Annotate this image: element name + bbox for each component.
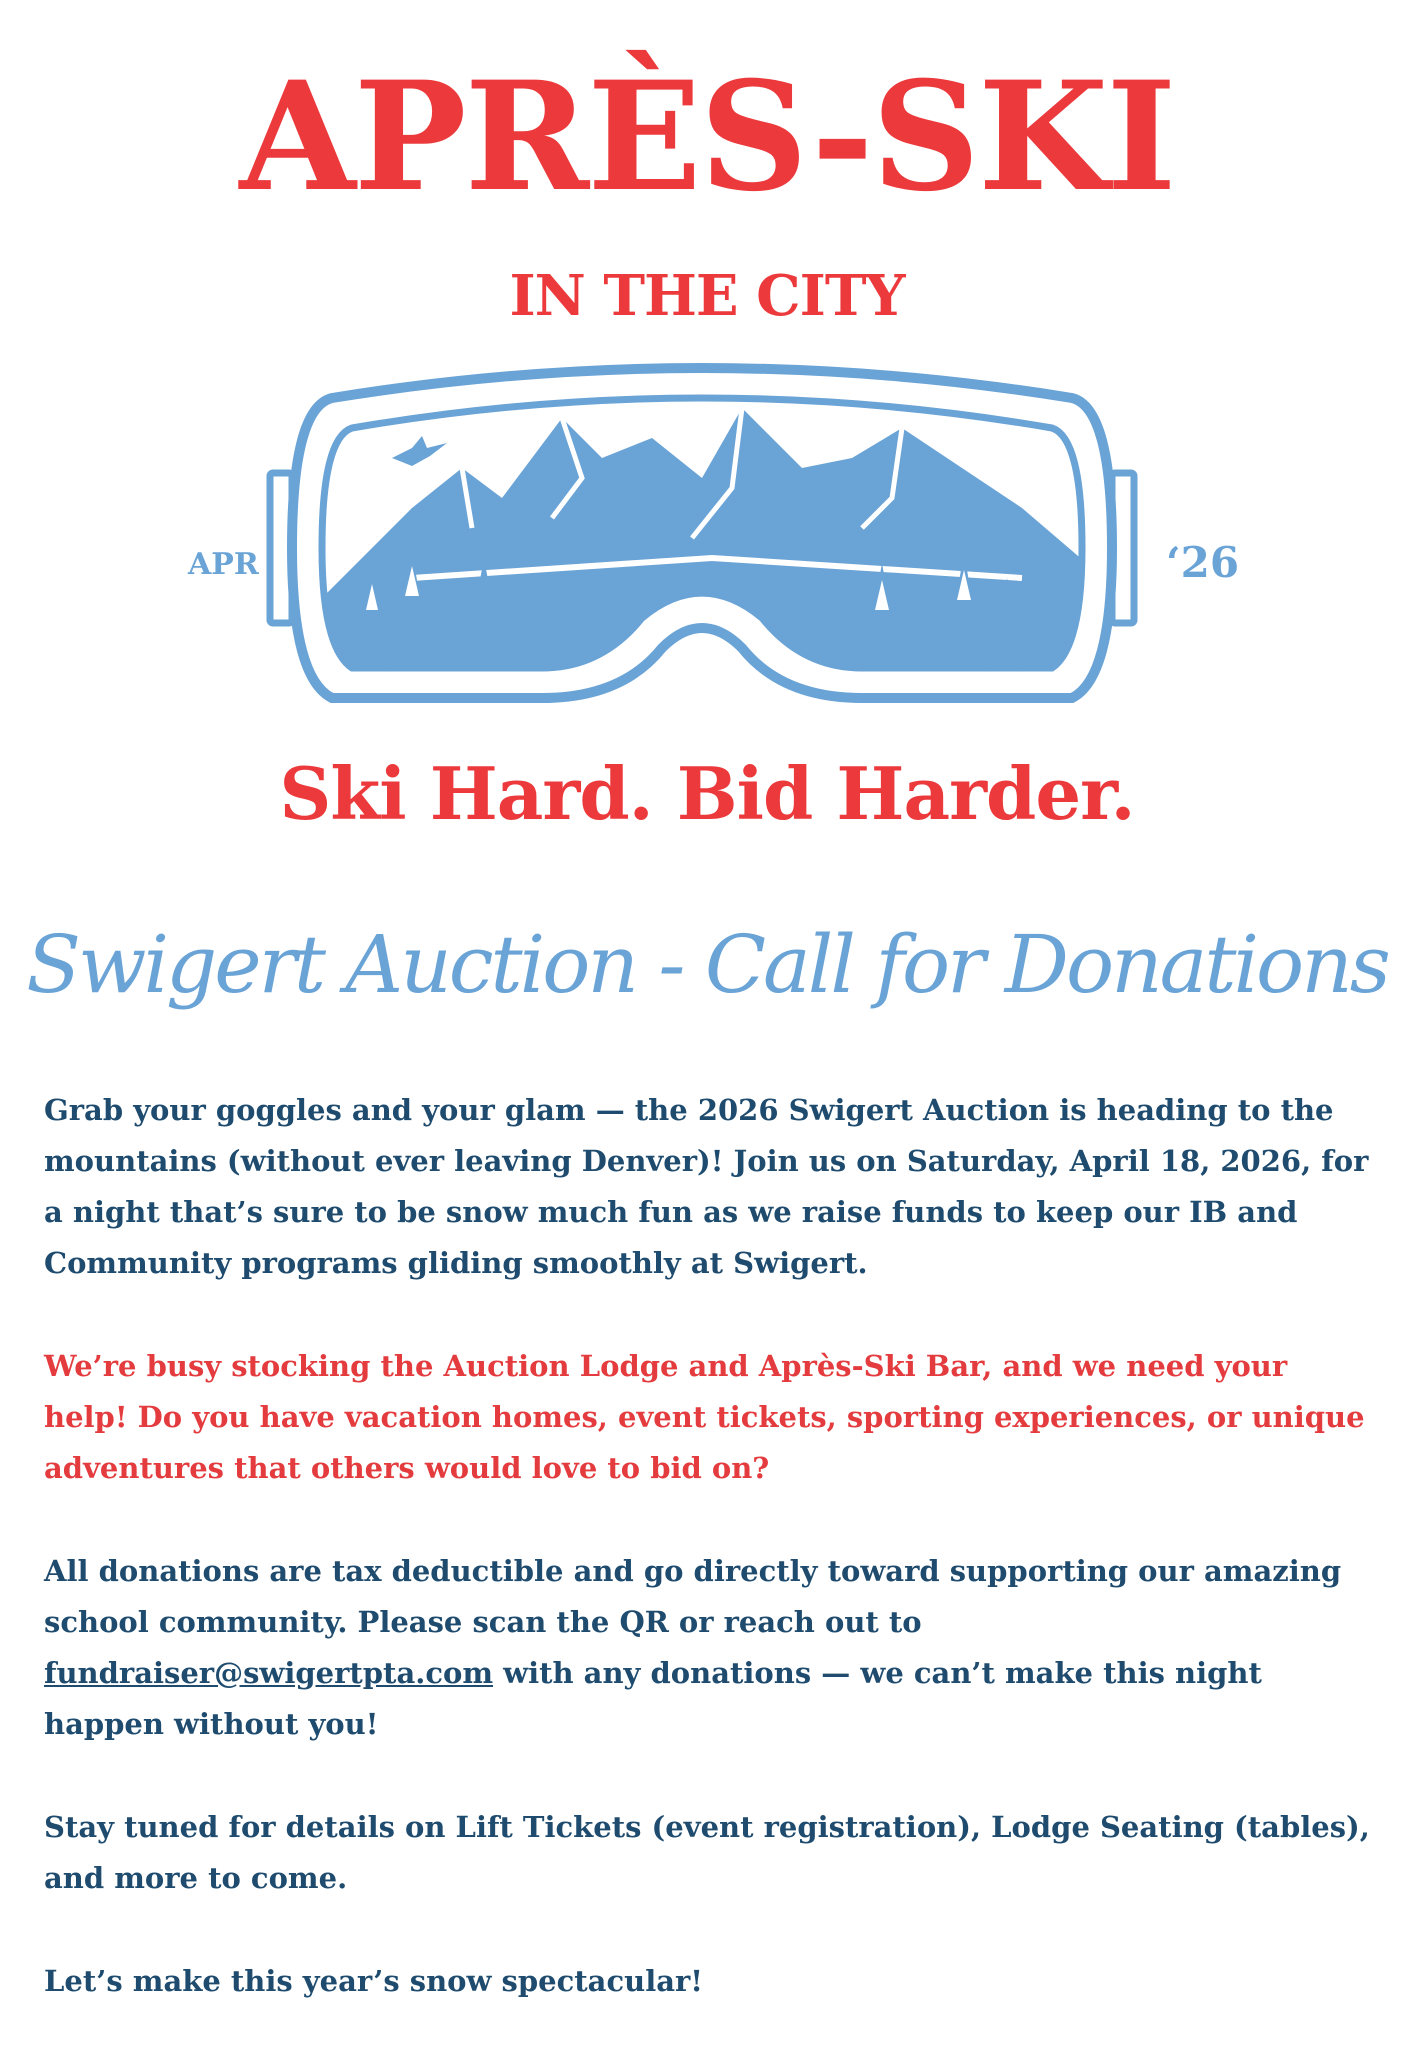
call-for-donations-heading: Swigert Auction - Call for Donations: [26, 918, 1388, 1011]
stay-tuned-paragraph: Stay tuned for details on Lift Tickets (event registration), Lodge Seating (tables), and more to come.: [44, 1810, 1370, 1895]
event-subtitle: IN THE CITY: [509, 263, 905, 329]
flyer-body: [44, 1085, 1374, 2059]
closing-paragraph: Let’s make this year’s snow spectacular!: [44, 1964, 704, 1998]
ski-goggles-mountain-icon: [262, 348, 1142, 748]
date-month: APR: [188, 547, 259, 582]
tax-deductible-paragraph: [44, 1546, 1374, 1750]
donation-ask-paragraph: We’re busy stocking the Auction Lodge and Après-Ski Bar, and we need your help! Do you have vacation homes, event tickets, sporting experiences, or unique adventures that others would love to bid on?: [44, 1349, 1365, 1485]
fundraiser-email-link[interactable]: fundraiser@swigertpta.com: [44, 1656, 494, 1690]
event-title: APRÈS-SKI: [239, 49, 1175, 225]
tax-text-before: All donations are tax deductible and go directly toward supporting our amazing school community. Please scan the QR or reach out to: [44, 1554, 1342, 1639]
date-year: ‘26: [1166, 538, 1240, 587]
tax-text-after: with any donations — we can’t make this night happen without you!: [44, 1656, 1262, 1741]
tagline: Ski Hard. Bid Harder.: [279, 751, 1135, 836]
intro-paragraph: Grab your goggles and your glam — the 2026 Swigert Auction is heading to the mountains (without ever leaving Denver)! Join us on Saturday, April 18, 2026, for a night that’s sure to be snow much fun as we raise funds to keep our IB and Community programs gliding smoothly at Swigert.: [44, 1093, 1369, 1280]
